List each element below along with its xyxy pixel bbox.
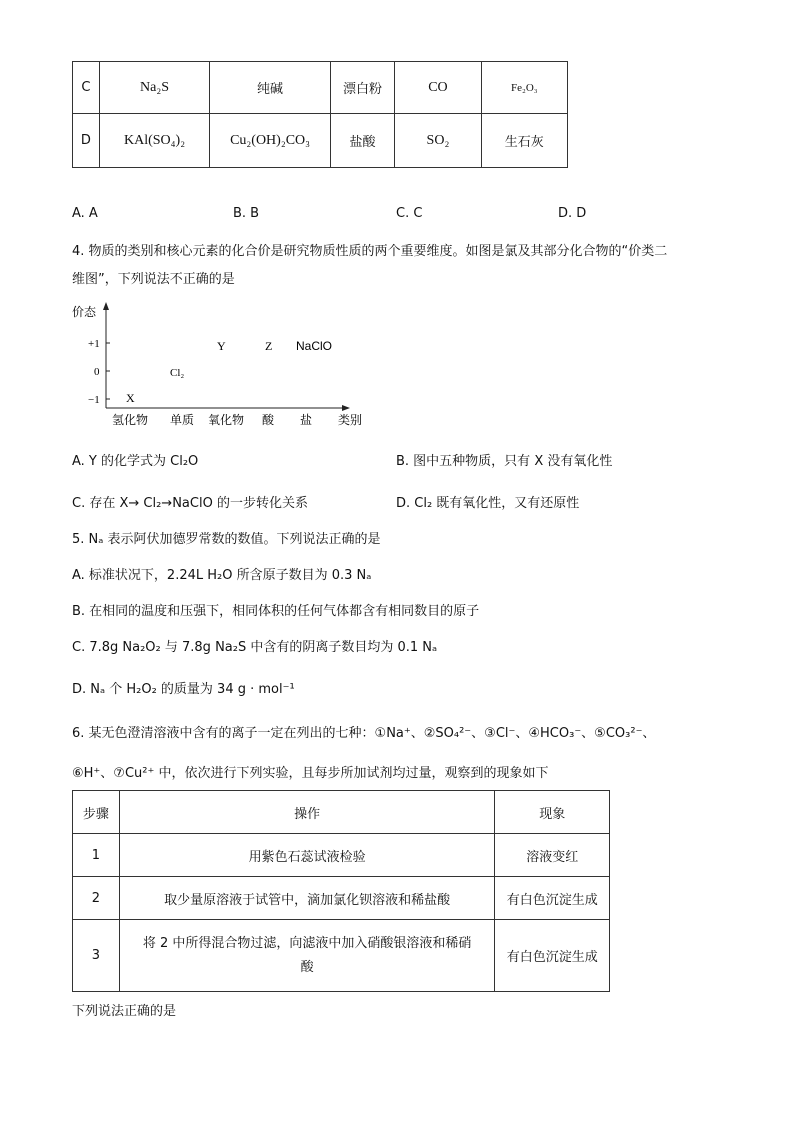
x-category: 酸 (262, 413, 275, 427)
step-cell: 2 (73, 877, 120, 920)
operation-cell (119, 920, 495, 992)
x-category: 单质 (170, 413, 195, 427)
x-category: 盐 (300, 413, 313, 427)
table-row (73, 877, 610, 920)
experiment-table (72, 790, 610, 992)
result-cell: 有白色沉淀生成 (495, 920, 610, 992)
valence-category-diagram (60, 296, 380, 436)
table-header: 操作 (119, 791, 495, 834)
x-category: 氧化物 (208, 413, 245, 427)
point-x: X (126, 391, 135, 405)
table-cell: 生石灰 (481, 114, 567, 168)
q4-option-b[interactable]: B. 图中五种物质，只有 X 没有氧化性 (396, 454, 613, 469)
point-naclo: NaClO (296, 339, 333, 353)
table-cell: Na₂S (99, 62, 209, 114)
q5-option-d[interactable]: D. Nₐ 个 H₂O₂ 的质量为 34 g · mol⁻¹ (72, 682, 295, 697)
table-cell: 纯碱 (210, 62, 331, 114)
x-category: 氢化物 (112, 413, 149, 427)
table-cell: Cu₂(OH)₂CO₃ (210, 114, 331, 168)
option-d[interactable]: D. D (558, 206, 587, 221)
result-cell: 溶液变红 (495, 834, 610, 877)
operation-cell: 用紫色石蕊试液检验 (119, 834, 495, 877)
table-header: 步骤 (73, 791, 120, 834)
result-cell: 有白色沉淀生成 (495, 877, 610, 920)
table-cell: 漂白粉 (330, 62, 394, 114)
question-4-stem-line1: 4. 物质的类别和核心元素的化合价是研究物质性质的两个重要维度。如图是氯及其部分化合物的“价类二 (72, 244, 668, 259)
option-c[interactable]: C. C (396, 206, 423, 221)
y-tick: 0 (94, 366, 100, 378)
table-cell: CO (395, 62, 481, 114)
question-5-stem: 5. Nₐ 表示阿伏加德罗常数的数值。下列说法正确的是 (72, 532, 381, 547)
table-cell: Fe₂O₃ (481, 62, 567, 114)
y-axis-label: 价态 (72, 305, 97, 319)
table-row (73, 920, 610, 992)
row-label: D (73, 114, 100, 168)
question-4-stem-line2: 维图”，下列说法不正确的是 (72, 272, 235, 287)
operation-cell: 取少量原溶液于试管中，滴加氯化钡溶液和稀盐酸 (119, 877, 495, 920)
table-cell: 盐酸 (330, 114, 394, 168)
point-z: Z (265, 339, 273, 353)
q5-option-c[interactable]: C. 7.8g Na₂O₂ 与 7.8g Na₂S 中含有的阴离子数目均为 0.1 Nₐ (72, 640, 438, 655)
y-tick: −1 (88, 394, 100, 406)
point-y: Y (217, 339, 226, 353)
option-b[interactable]: B. B (233, 206, 260, 221)
row-label: C (73, 62, 100, 114)
q4-option-a[interactable]: A. Y 的化学式为 Cl₂O (72, 454, 199, 469)
table-cell: KAl(SO₄)₂ (99, 114, 209, 168)
option-a[interactable]: A. A (72, 206, 98, 221)
operation-line: 酸 (300, 959, 314, 975)
q4-option-d[interactable]: D. Cl₂ 既有氧化性，又有还原性 (396, 496, 580, 511)
x-axis-label: 类别 (338, 413, 363, 427)
question-6-stem-line2: ⑥H⁺、⑦Cu²⁺ 中，依次进行下列实验，且每步所加试剂均过量，观察到的现象如下 (72, 766, 549, 781)
table-header: 现象 (495, 791, 610, 834)
options-table (72, 61, 568, 168)
point-cl2: Cl₂ (170, 367, 185, 379)
table-cell: SO₂ (395, 114, 481, 168)
q5-option-b[interactable]: B. 在相同的温度和压强下，相同体积的任何气体都含有相同数目的原子 (72, 604, 480, 619)
y-tick: +1 (88, 338, 100, 350)
table-row (73, 834, 610, 877)
q4-option-c[interactable]: C. 存在 X→ Cl₂→NaClO 的一步转化关系 (72, 496, 308, 511)
question-6-prompt: 下列说法正确的是 (72, 1004, 177, 1019)
step-cell: 1 (73, 834, 120, 877)
step-cell: 3 (73, 920, 120, 992)
question-6-stem-line1: 6. 某无色澄清溶液中含有的离子一定在列出的七种：①Na⁺、②SO₄²⁻、③Cl⁻、④HCO₃⁻、⑤CO₃²⁻、 (72, 726, 656, 741)
operation-line: 将 2 中所得混合物过滤，向滤液中加入硝酸银溶液和稀硝 (142, 935, 472, 951)
q5-option-a[interactable]: A. 标准状况下，2.24L H₂O 所含原子数目为 0.3 Nₐ (72, 568, 372, 583)
